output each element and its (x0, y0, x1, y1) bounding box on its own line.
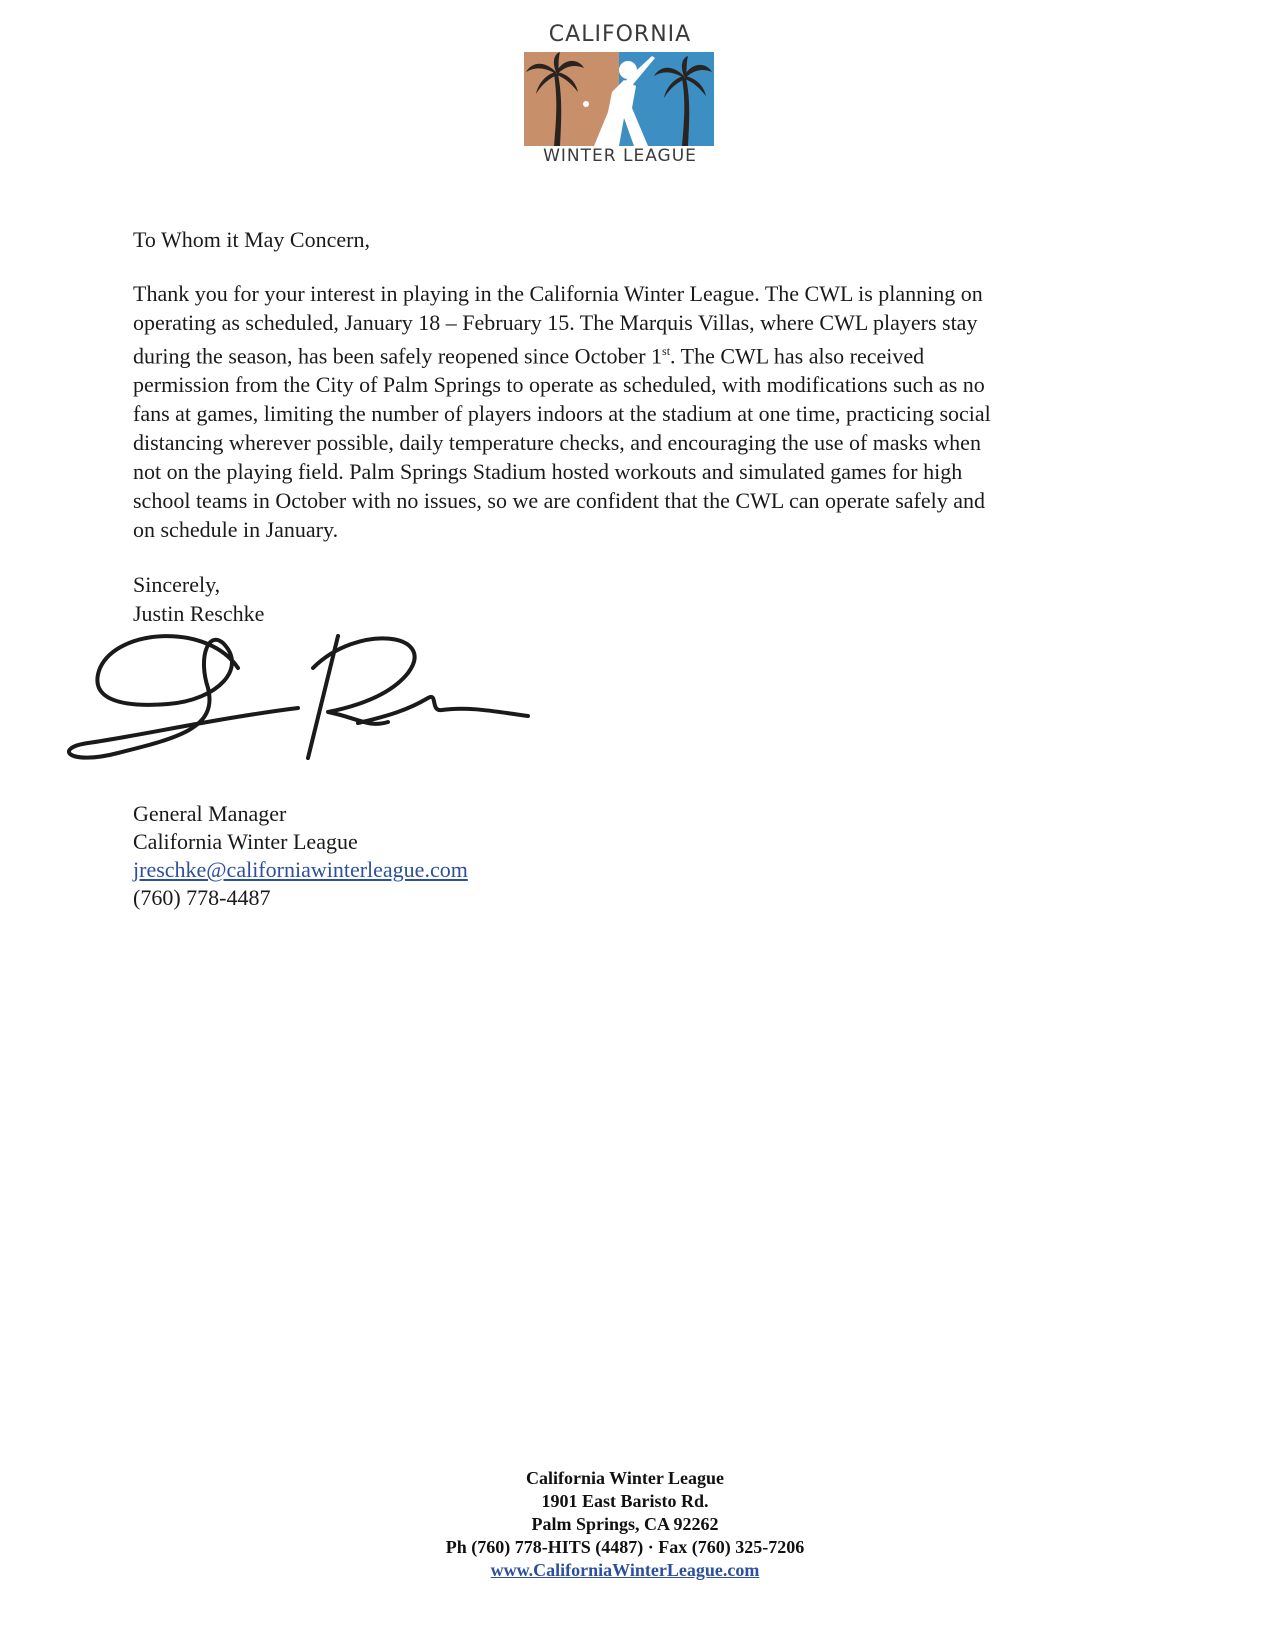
body-line-tail: . The CWL has also received (670, 343, 925, 369)
footer-website-line (0, 1559, 1250, 1582)
body-line: distancing wherever possible, daily temperature checks, and encouraging the use of masks when (133, 430, 981, 456)
letterhead-footer (0, 1467, 1250, 1582)
footer-address: 1901 East Baristo Rd. (541, 1491, 709, 1511)
body-line-text: during the season, has been safely reopened since October 1 (133, 343, 663, 369)
body-line: fans at games, limiting the number of players indoors at the stadium at one time, practicing social (133, 401, 991, 427)
logo-graphic (524, 52, 714, 146)
email-link[interactable]: jreschke@californiawinterleague.com (133, 857, 468, 882)
footer-city: Palm Springs, CA 92262 (531, 1514, 719, 1534)
signer-name: Justin Reschke (133, 601, 265, 626)
logo-top-text: CALIFORNIA (548, 22, 692, 47)
signer-title: General Manager (133, 801, 287, 826)
footer-contact: Ph (760) 778-HITS (4487) · Fax (760) 325-7206 (445, 1537, 805, 1557)
closing-block (133, 570, 264, 628)
closing: Sincerely, (133, 572, 221, 597)
salutation: To Whom it May Concern, (133, 227, 370, 252)
signer-organization: California Winter League (133, 829, 358, 854)
letter-body (133, 279, 1123, 544)
body-line (133, 337, 1123, 370)
ordinal-suffix: st (662, 344, 671, 358)
signer-details (133, 800, 468, 912)
cwl-logo (520, 22, 720, 167)
body-line: on schedule in January. (133, 517, 339, 543)
handwritten-signature (58, 628, 538, 798)
body-line: permission from the City of Palm Springs to operate as scheduled, with modifications such as no (133, 372, 985, 398)
footer-website-link[interactable]: www.CaliforniaWinterLeague.com (490, 1560, 760, 1580)
body-line: school teams in October with no issues, so we are confident that the CWL can operate safely and (133, 488, 986, 514)
body-line: not on the playing field. Palm Springs Stadium hosted workouts and simulated games for high (133, 459, 963, 485)
body-line: Thank you for your interest in playing in the California Winter League. The CWL is planning on (133, 281, 983, 306)
email-line (133, 856, 468, 884)
signer-phone: (760) 778-4487 (133, 885, 271, 910)
footer-org: California Winter League (526, 1468, 724, 1488)
logo-bottom-text: WINTER LEAGUE (543, 146, 697, 166)
body-line: operating as scheduled, January 18 – February 15. The Marquis Villas, where CWL players stay (133, 310, 978, 335)
